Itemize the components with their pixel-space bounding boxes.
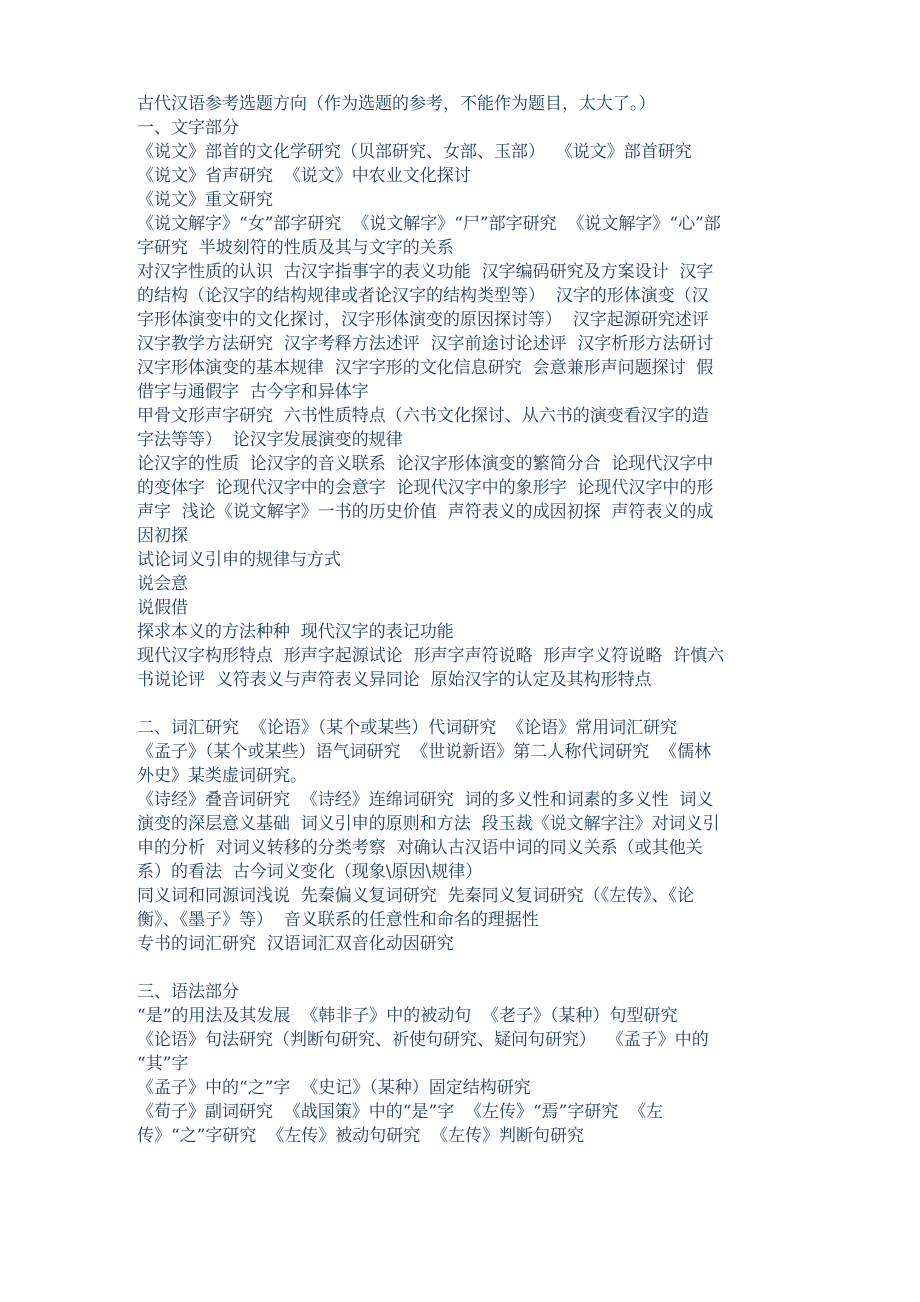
text-line: 的结构（论汉字的结构规律或者论汉字的结构类型等） 汉字的形体演变（汉: [137, 286, 709, 306]
text-line: 字形体演变中的文化探讨，汉字形体演变的原因探讨等） 汉字起源研究述评: [137, 310, 709, 330]
text-line: 字研究 半坡刻符的性质及其与文字的关系: [137, 238, 454, 258]
text-line: 汉字教学方法研究 汉字考释方法述评 汉字前途讨论述评 汉字析形方法研讨: [137, 334, 714, 354]
text-line: 的变体字 论现代汉字中的会意字 论现代汉字中的象形字 论现代汉字中的形: [137, 478, 714, 498]
text-line: 《孟子》中的“之”字 《史记》（某种）固定结构研究: [137, 1078, 531, 1098]
text-line: 《说文》省声研究 《说文》中农业文化探讨: [137, 166, 471, 186]
text-line: 现代汉字构形特点 形声字起源试论 形声字声符说略 形声字义符说略 许慎六: [137, 646, 725, 666]
text-line: 《荀子》副词研究 《战国策》中的“是”字 《左传》“焉”字研究 《左: [137, 1102, 664, 1122]
text-line: 论汉字的性质 论汉字的音义联系 论汉字形体演变的繁简分合 论现代汉字中: [137, 454, 714, 474]
text-line: 《论语》句法研究（判断句研究、祈使句研究、疑问句研究） 《孟子》中的: [137, 1030, 709, 1050]
text-line: 演变的深层意义基础 词义引申的原则和方法 段玉裁《说文解字注》对词义引: [137, 814, 720, 834]
text-line: 说假借: [137, 598, 188, 618]
text-line: 一、文字部分: [137, 118, 239, 138]
text-line: 字法等等） 论汉字发展演变的规律: [137, 430, 403, 450]
text-line: 试论词义引申的规律与方式: [137, 550, 341, 570]
text-line: 申的分析 对词义转移的分类考察 对确认古汉语中词的同义关系（或其他关: [137, 838, 703, 858]
text-line: 《说文》重文研究: [137, 190, 273, 210]
text-line: 衡》、《墨子》等） 音义联系的任意性和命名的理据性: [137, 910, 539, 930]
text-line: 同义词和同源词浅说 先秦偏义复词研究 先秦同义复词研究（《左传》、《论: [137, 886, 695, 906]
text-line: “是”的用法及其发展 《韩非子》中的被动句 《老子》（某种）句型研究: [137, 1006, 678, 1026]
text-line: 外史》某类虚词研究。: [137, 766, 307, 786]
text-line: 三、语法部分: [137, 982, 239, 1002]
text-line: 因初探: [137, 526, 188, 546]
text-line: 说会意: [137, 574, 188, 594]
text-line: 甲骨文形声字研究 六书性质特点（六书文化探讨、从六书的演变看汉字的造: [137, 406, 709, 426]
text-line: 《诗经》叠音词研究 《诗经》连绵词研究 词的多义性和词素的多义性 词义: [137, 790, 714, 810]
text-line: 《说文解字》“女”部字研究 《说文解字》“尸”部字研究 《说文解字》“心”部: [137, 214, 721, 234]
text-line: 对汉字性质的认识 古汉字指事字的表义功能 汉字编码研究及方案设计 汉字: [137, 262, 714, 282]
text-line: 《说文》部首的文化学研究（贝部研究、女部、玉部） 《说文》部首研究: [137, 142, 692, 162]
text-line: 探求本义的方法种种 现代汉字的表记功能: [137, 622, 454, 642]
blank-line: [137, 692, 777, 716]
text-line: “其”字: [137, 1054, 189, 1074]
text-line: 汉字形体演变的基本规律 汉字字形的文化信息研究 会意兼形声问题探讨 假: [137, 358, 714, 378]
text-line: 借字与通假字 古今字和异体字: [137, 382, 369, 402]
text-line: 古代汉语参考选题方向（作为选题的参考，不能作为题目，太大了。）: [137, 94, 656, 114]
text-line: 专书的词汇研究 汉语词汇双音化动因研究: [137, 934, 454, 954]
text-line: 传》“之”字研究 《左传》被动句研究 《左传》判断句研究: [137, 1126, 584, 1146]
text-line: 二、词汇研究 《论语》（某个或某些）代词研究 《论语》常用词汇研究: [137, 718, 678, 738]
text-line: 书说论评 义符表义与声符表义异同论 原始汉字的认定及其构形特点: [137, 670, 652, 690]
text-line: 系）的看法 古今词义变化（现象\原因\规律）: [137, 862, 483, 882]
text-line: 《孟子》（某个或某些）语气词研究 《世说新语》第二人称代词研究 《儒林: [137, 742, 712, 762]
blank-line: [137, 956, 777, 980]
document-body: [137, 92, 777, 1148]
text-line: 声字 浅论《说文解字》一书的历史价值 声符表义的成因初探 声符表义的成: [137, 502, 714, 522]
